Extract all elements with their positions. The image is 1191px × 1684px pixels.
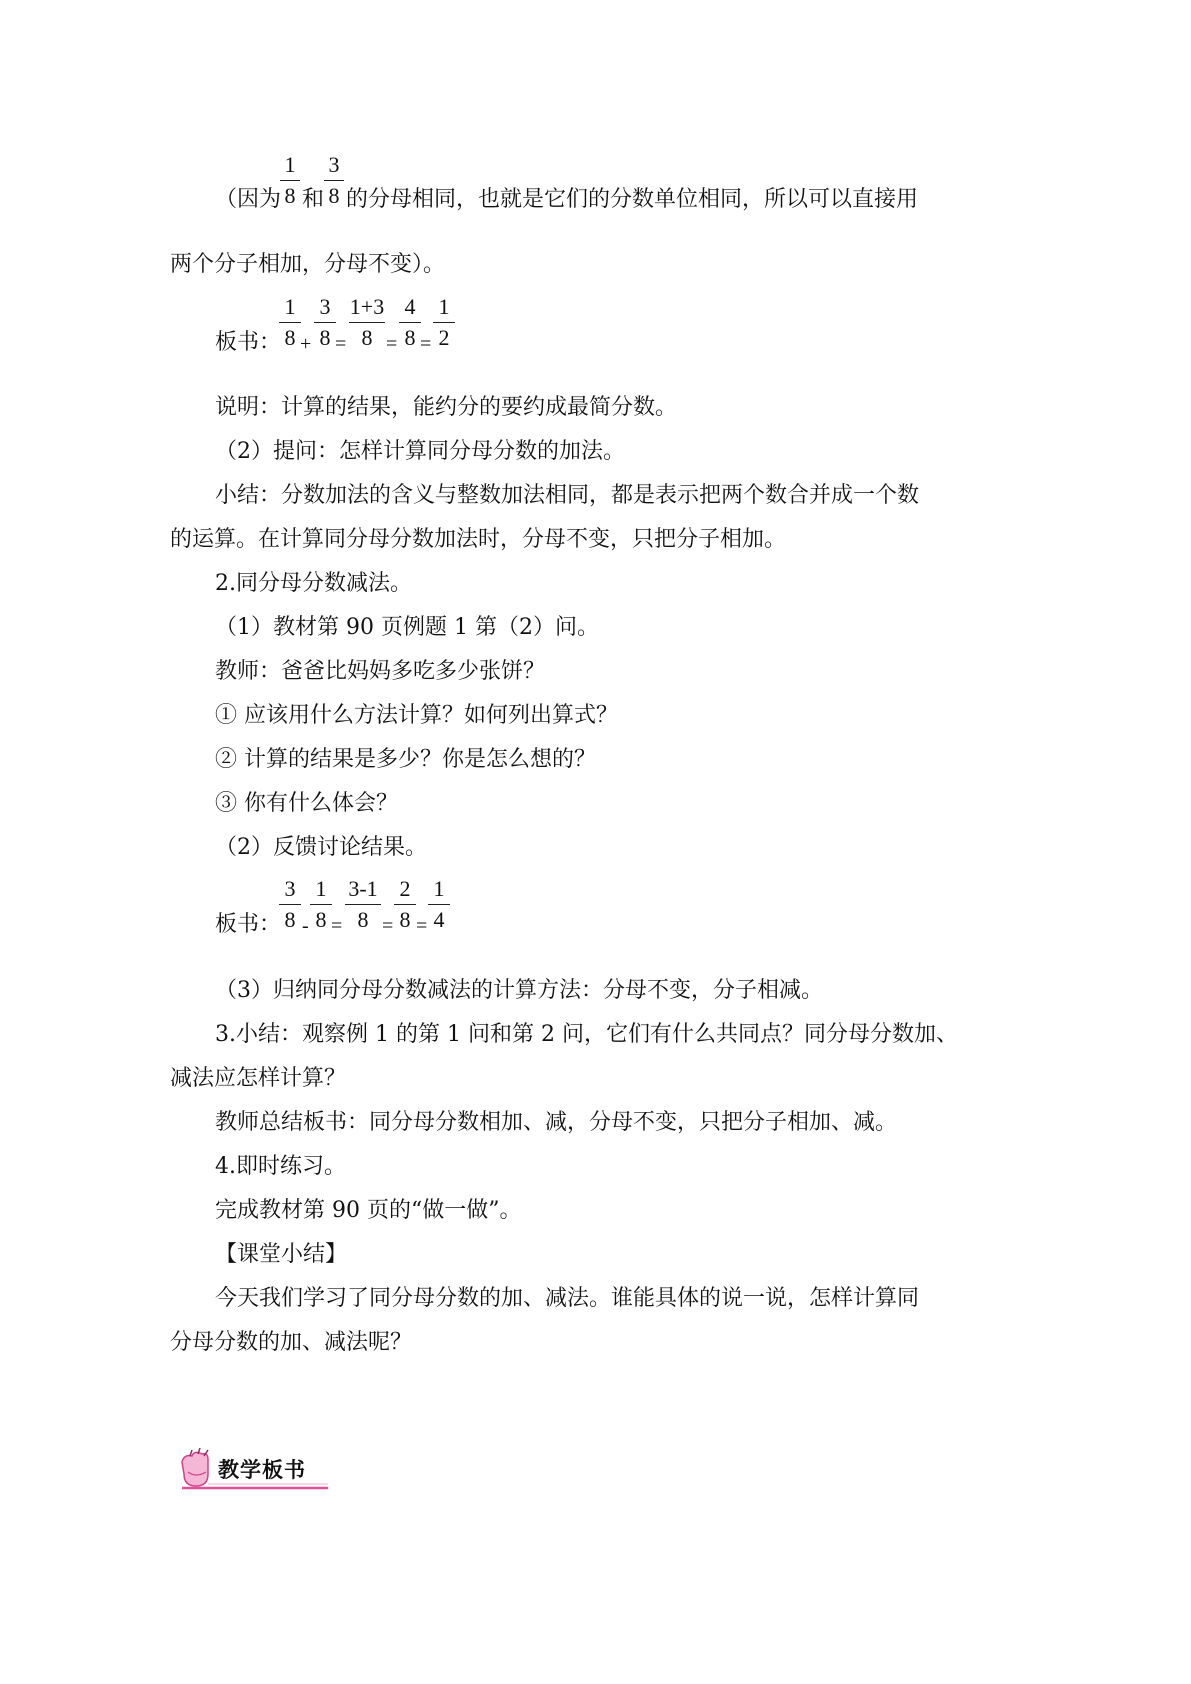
text-line: 小结：分数加法的含义与整数加法相同，都是表示把两个数合并成一个数: [215, 483, 920, 508]
equals-operator: =: [335, 333, 347, 355]
board1-fraction: [314, 294, 336, 351]
fraction-bar: [428, 904, 450, 905]
text-line: （3）归纳同分母分数减法的计算方法：分母不变，分子相减。: [215, 978, 823, 1003]
plus-operator: +: [300, 333, 312, 355]
p1-line2: 两个分子相加，分母不变）。: [170, 252, 446, 277]
fraction-bar: [394, 904, 416, 905]
board2-fraction: [394, 876, 416, 933]
fraction-bar: [349, 322, 385, 323]
text-line: 减法应怎样计算？: [170, 1066, 347, 1091]
fraction-numerator: 2: [399, 876, 411, 901]
fraction-bar: [279, 904, 301, 905]
text-line: （1）教材第 90 页例题 1 第（2）问。: [215, 615, 599, 640]
fraction-numerator: 3-1: [348, 876, 378, 901]
text-line: ② 计算的结果是多少？你是怎么想的？: [215, 747, 596, 772]
text-line: 今天我们学习了同分母分数的加、减法。谁能具体的说一说，怎样计算同: [215, 1286, 920, 1311]
board2-fraction: [345, 876, 381, 933]
equals-operator: =: [331, 915, 343, 937]
fraction-bar: [433, 322, 455, 323]
p1-suffix: 的分母相同，也就是它们的分数单位相同，所以可以直接用: [346, 187, 919, 212]
fraction-1-8: [280, 152, 300, 209]
fraction-denominator: 8: [357, 907, 369, 932]
text-line: （2）反馈讨论结果。: [215, 835, 427, 860]
fraction-denominator: 8: [319, 325, 331, 350]
fraction-3-8: [324, 152, 344, 209]
board1-fraction: [399, 294, 421, 351]
fraction-numerator: 1: [284, 152, 296, 177]
fraction-numerator: 1: [284, 294, 296, 319]
board2-label: 板书：: [215, 912, 282, 937]
fraction-denominator: 8: [361, 325, 373, 350]
fraction-numerator: 3: [284, 876, 296, 901]
text-line: 教师：爸爸比妈妈多吃多少张饼？: [215, 659, 546, 684]
board1-fraction: [349, 294, 385, 351]
fraction-denominator: 4: [433, 907, 445, 932]
fraction-denominator: 8: [404, 325, 416, 350]
minus-operator: -: [302, 915, 309, 937]
section-header-title: 教学板书: [218, 1458, 306, 1482]
text-line: 3.小结：观察例 1 的第 1 问和第 2 问，它们有什么共同点？同分母分数加、: [215, 1022, 958, 1047]
fraction-numerator: 3: [319, 294, 331, 319]
fraction-bar: [280, 180, 300, 181]
text-line: ③ 你有什么体会？: [215, 791, 398, 816]
fraction-denominator: 8: [284, 907, 296, 932]
board2-fraction: [310, 876, 332, 933]
fraction-bar: [279, 322, 301, 323]
fraction-denominator: 8: [315, 907, 327, 932]
fraction-numerator: 1: [438, 294, 450, 319]
fraction-denominator: 8: [284, 183, 296, 208]
fraction-numerator: 3: [328, 152, 340, 177]
text-line: 【课堂小结】: [215, 1242, 348, 1267]
fraction-numerator: 4: [404, 294, 416, 319]
board2-fraction: [279, 876, 301, 933]
equals-operator: =: [386, 333, 398, 355]
text-line: （2）提问：怎样计算同分母分数的加法。: [215, 439, 625, 464]
fraction-numerator: 1: [315, 876, 327, 901]
text-line: 完成教材第 90 页的“做一做”。: [215, 1198, 522, 1223]
fraction-bar: [399, 322, 421, 323]
fraction-bar: [314, 322, 336, 323]
board1-fraction: [279, 294, 301, 351]
text-line: ① 应该用什么方法计算？如何列出算式？: [215, 703, 618, 728]
text-line: 分母分数的加、减法呢？: [170, 1330, 413, 1355]
fraction-denominator: 2: [438, 325, 450, 350]
section-header: [178, 1448, 358, 1492]
equals-operator: =: [416, 915, 428, 937]
fraction-denominator: 8: [399, 907, 411, 932]
fraction-bar: [345, 904, 381, 905]
p1-and: 和: [302, 187, 325, 212]
fraction-numerator: 1: [433, 876, 445, 901]
fraction-numerator: 1+3: [349, 294, 385, 319]
fraction-bar: [310, 904, 332, 905]
fraction-denominator: 8: [284, 325, 296, 350]
text-line: 2.同分母分数减法。: [215, 571, 412, 596]
text-line: 教师总结板书：同分母分数相加、减，分母不变，只把分子相加、减。: [215, 1110, 898, 1135]
board1-fraction: [433, 294, 455, 351]
equals-operator: =: [382, 915, 394, 937]
p1-prefix: （因为: [215, 187, 282, 212]
equals-operator: =: [420, 333, 432, 355]
text-line: 4.即时练习。: [215, 1154, 346, 1179]
board2-fraction: [428, 876, 450, 933]
text-line: 说明：计算的结果，能约分的要约成最简分数。: [215, 395, 678, 420]
text-line: 的运算。在计算同分母分数加法时，分母不变，只把分子相加。: [170, 527, 787, 552]
fraction-bar: [324, 180, 344, 181]
fraction-denominator: 8: [328, 183, 340, 208]
board1-label: 板书：: [215, 330, 282, 355]
